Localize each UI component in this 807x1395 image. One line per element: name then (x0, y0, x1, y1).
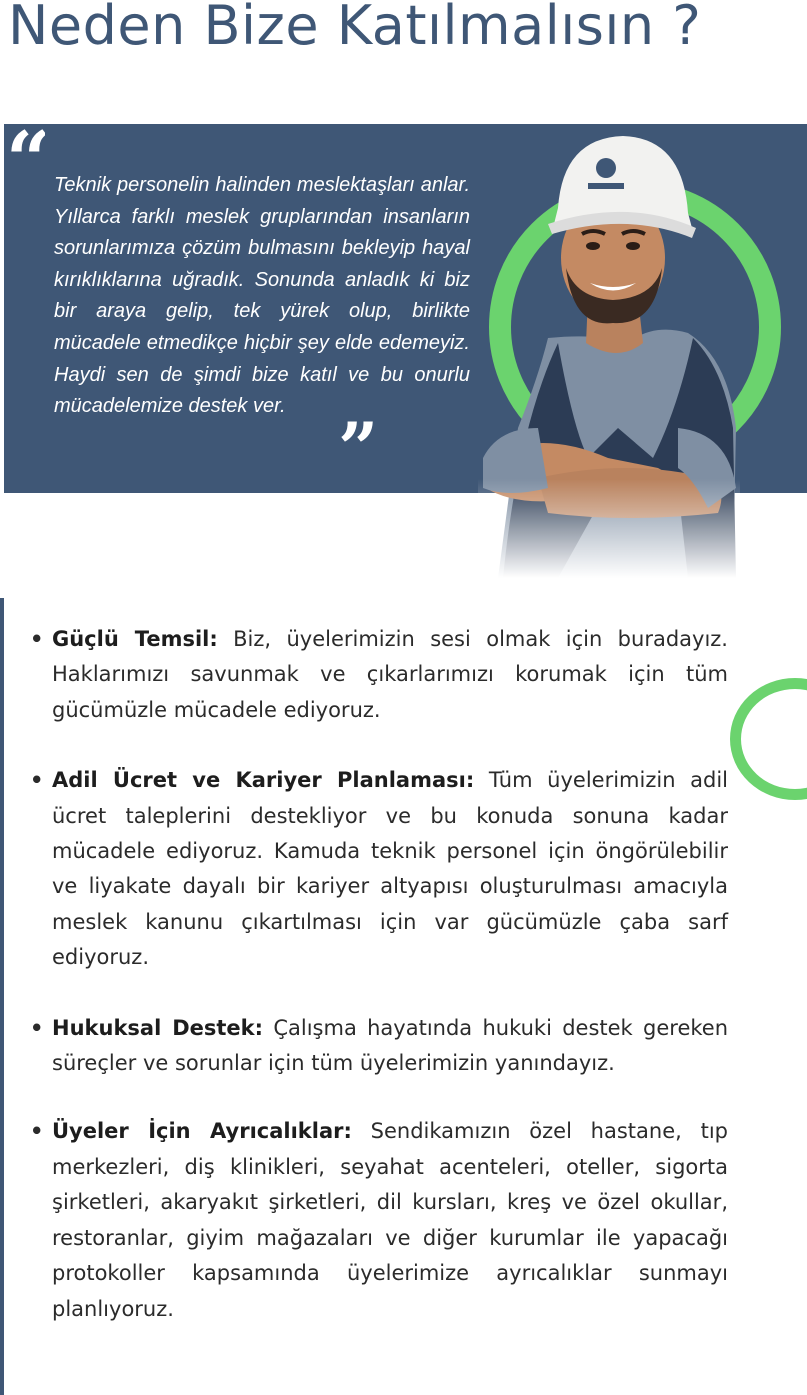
item-heading: Hukuksal Destek: (52, 1015, 264, 1040)
worker-photo-icon (478, 128, 740, 578)
list-item (28, 1114, 728, 1326)
item-text: Çalışma hayatında hukuki destek gereken süreçler ve sorunlar için tüm üyelerimizin yanındayız. (52, 1015, 729, 1076)
item-heading: Adil Ücret ve Kariyer Planlaması: (52, 768, 475, 793)
item-text: Tüm üyelerimizin adil ücret taleplerini destekliyor ve bu konuda sonuna kadar mücadele ediyoruz. Kamuda teknik personel için öngörülebilir ve liyakate dayalı bir kariyer altyapısı oluşturulması amacıyla meslek kanunu çıkartılması için var gücümüzle çaba sarf ediyoruz. (52, 768, 728, 970)
item-text: Sendikamızın özel hastane, tıp merkezleri, diş klinikleri, seyahat acenteleri, oteller, sigorta şirketleri, akaryakıt şirketleri, dil kursları, kreş ve özel okullar, restoranlar, giyim mağazaları ve diğer kurumlar ile yapacağı protokoller kapsamında üyelerimize ayrıcalıklar sunmayı planlıyoruz. (52, 1119, 728, 1321)
list-item (28, 622, 728, 728)
benefits-list (28, 622, 728, 1362)
quote-text: Teknik personelin halinden meslektaşları anlar. Yıllarca farklı meslek gruplarından insanların sorunlarımıza çözüm bulmasını bekleyip hayal kırıklıklarına uğradık. Sonunda anladık ki biz bir araya gelip, tek yürek olup, birlikte mücadele etmedikçe hiçbir şey elde edemeyiz. Haydi sen de şimdi bize katıl ve bu onurlu mücadelemize destek ver. (54, 174, 470, 418)
item-heading: Güçlü Temsil: (52, 627, 218, 651)
left-accent-bar (0, 598, 4, 1395)
item-heading: Üyeler İçin Ayrıcalıklar: (52, 1119, 352, 1144)
close-quote-icon: ” (338, 414, 375, 466)
bullet-icon: • (30, 1119, 44, 1144)
list-item (28, 763, 728, 975)
open-quote-icon: “ (6, 122, 45, 192)
bullet-icon: • (30, 768, 44, 793)
bullet-icon: • (30, 1015, 44, 1040)
list-item (28, 1011, 728, 1082)
bullet-icon: • (30, 627, 44, 651)
page-title: Neden Bize Katılmalısın ? (8, 0, 702, 57)
green-ring-small-decoration (730, 678, 807, 800)
item-text: Biz, üyelerimizin sesi olmak için buradayız. Haklarımızı savunmak ve çıkarlarımızı korumak için tüm gücümüzle mücadele ediyoruz. (52, 627, 728, 722)
